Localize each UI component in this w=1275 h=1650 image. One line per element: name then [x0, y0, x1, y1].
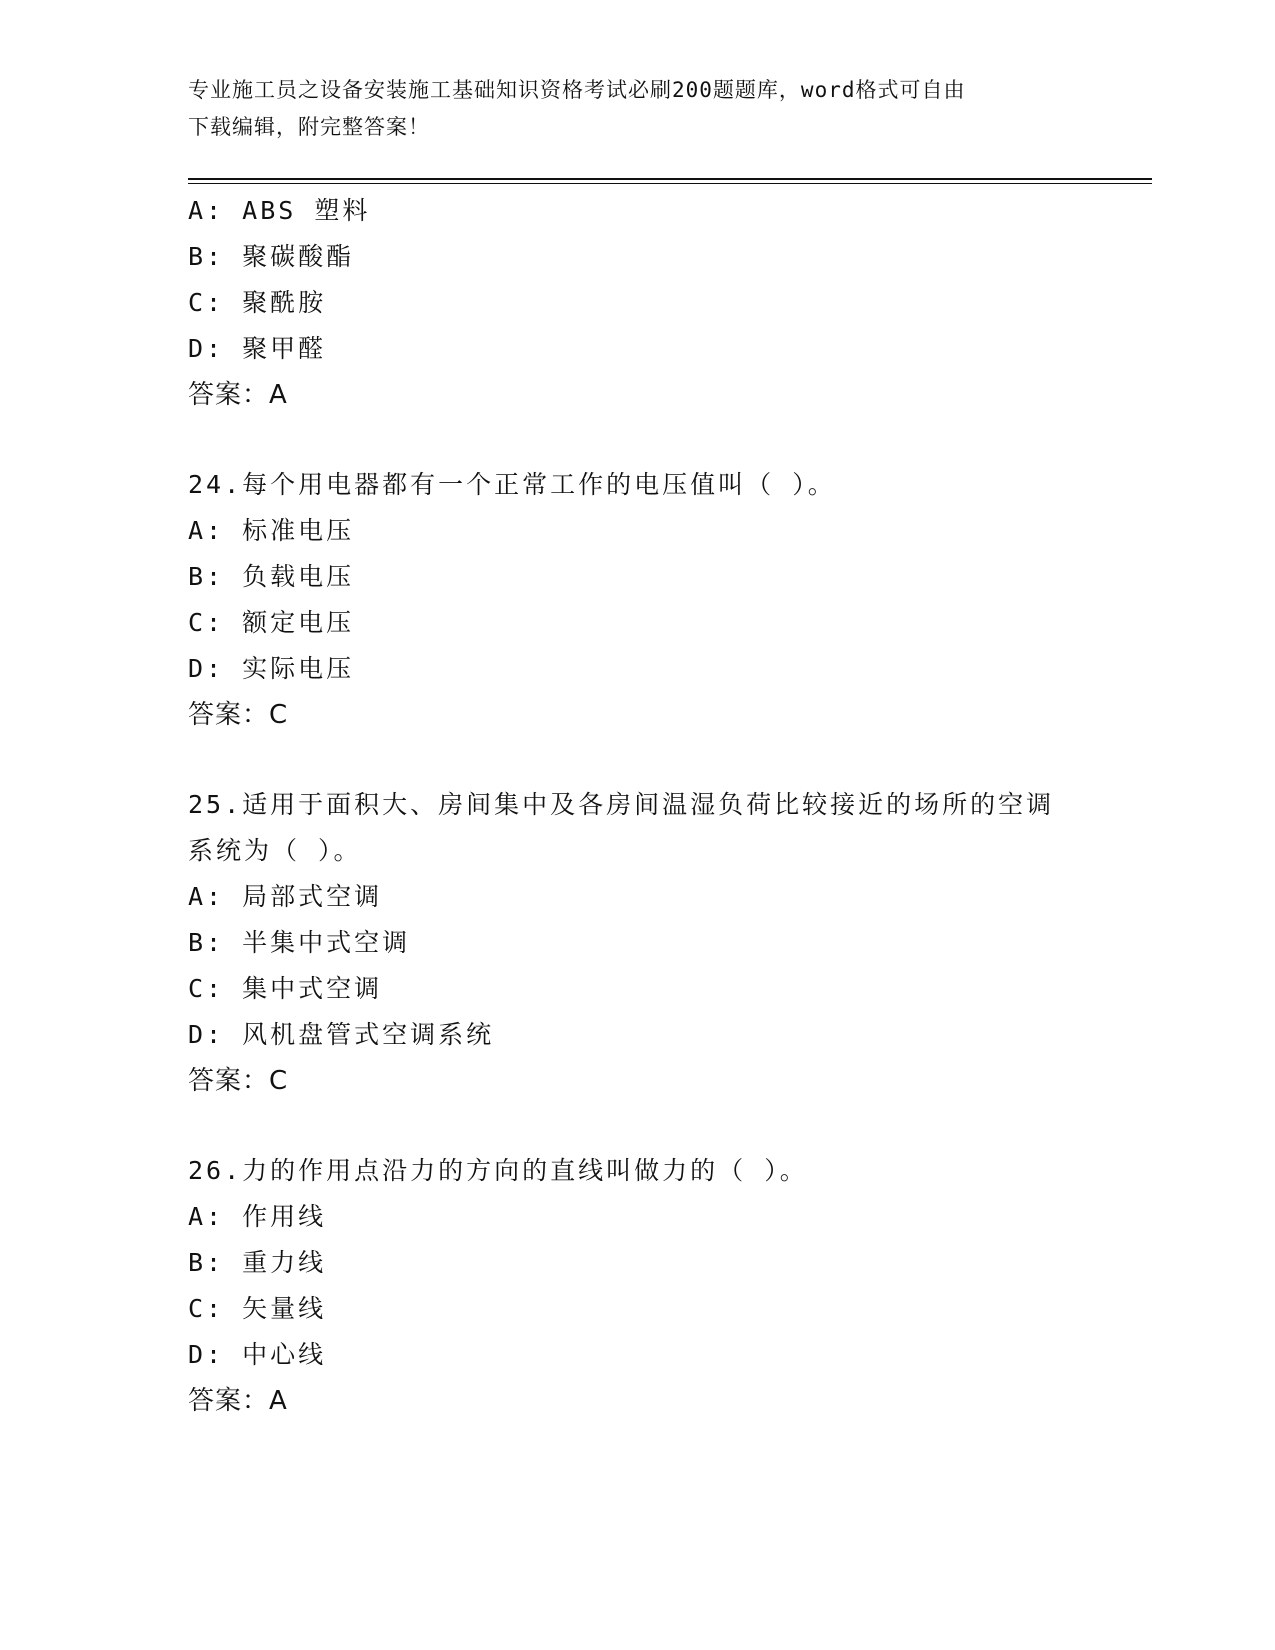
- question-stem: 26.力的作用点沿力的方向的直线叫做力的（ ）。: [188, 1156, 808, 1185]
- option-d: D: 实际电压: [188, 654, 355, 683]
- option-d: D: 聚甲醛: [188, 334, 327, 363]
- option-a: A: ABS 塑料: [188, 196, 371, 225]
- answer-label: 答案：C: [188, 1066, 289, 1096]
- question-stem: 24.每个用电器都有一个正常工作的电压值叫（ ）。: [188, 470, 836, 499]
- option-b: B: 重力线: [188, 1248, 327, 1277]
- answer-label: 答案：C: [188, 700, 289, 730]
- option-c: C: 矢量线: [188, 1294, 327, 1323]
- option-b: B: 聚碳酸酯: [188, 242, 355, 271]
- option-a: A: 作用线: [188, 1202, 327, 1231]
- option-c: C: 聚酰胺: [188, 288, 327, 317]
- header-line: 专业施工员之设备安装施工基础知识资格考试必刷200题题库，word格式可自由: [188, 78, 966, 102]
- header-divider-thin: [188, 183, 1152, 184]
- option-c: C: 集中式空调: [188, 974, 383, 1003]
- question-24: [188, 462, 1152, 738]
- question-stem-continued: 系统为（ ）。: [188, 836, 362, 865]
- document-header: [188, 72, 1068, 146]
- question-25: [188, 782, 1152, 1104]
- option-c: C: 额定电压: [188, 608, 355, 637]
- header-line: 下载编辑，附完整答案！: [188, 115, 430, 139]
- question-stem: 25.适用于面积大、房间集中及各房间温湿负荷比较接近的场所的空调: [188, 790, 1055, 819]
- option-d: D: 中心线: [188, 1340, 327, 1369]
- answer-label: 答案：A: [188, 380, 288, 410]
- question-continuation: [188, 188, 1152, 418]
- option-b: B: 负载电压: [188, 562, 355, 591]
- option-d: D: 风机盘管式空调系统: [188, 1020, 495, 1049]
- question-26: [188, 1148, 1152, 1424]
- option-a: A: 局部式空调: [188, 882, 383, 911]
- option-a: A: 标准电压: [188, 516, 355, 545]
- answer-label: 答案：A: [188, 1386, 288, 1416]
- question-list: [188, 188, 1152, 1424]
- option-b: B: 半集中式空调: [188, 928, 411, 957]
- header-divider: [188, 178, 1152, 180]
